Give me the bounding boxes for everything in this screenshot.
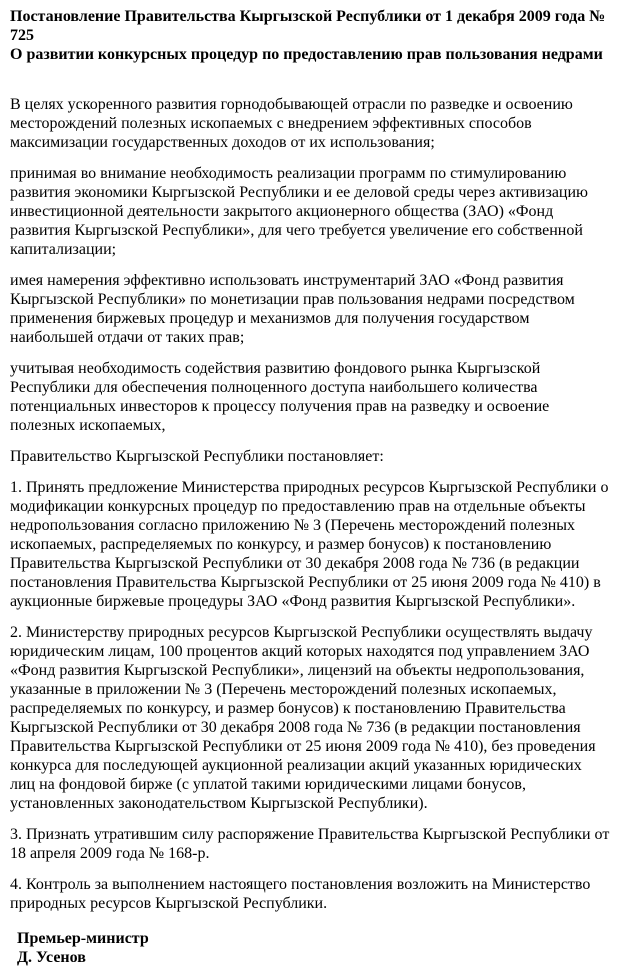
paragraph-preamble-4: учитывая необходимость содействия развитию фондового рынка Кыргызской Республики для обеспечения полноценного доступа наибольшего количества потенциальных инвесторов к процессу получения прав на разведку и освоение полезных ископаемых, (10, 360, 550, 434)
paragraph-preamble-3: имея намерения эффективно использовать инструментарий ЗАО «Фонд развития Кыргызской Республики» по монетизации прав пользования недрами посредством применения биржевых процедур и механизмов для получения государством наибольшей отдачи от таких прав; (10, 272, 575, 346)
document-title-line-2: О развитии конкурсных процедур по предоставлению прав пользования недрами (10, 46, 603, 63)
signature-name: Д. Усенов (17, 949, 86, 966)
paragraph-item-3: 3. Признать утратившим силу распоряжение Правительства Кыргызской Республики от 18 апреля 2009 года № 168-р. (10, 826, 610, 862)
paragraph-item-4: 4. Контроль за выполнением настоящего постановления возложить на Министерство природных ресурсов Кыргызской Республики. (10, 876, 591, 912)
paragraph-item-2: 2. Министерству природных ресурсов Кыргызской Республики осуществлять выдачу юридическим лицам, 100 процентов акций которых находятся под управлением ЗАО «Фонд развития Кыргызской Республики», лицензий на объекты недропользования, указанные в приложении № 3 (Перечень месторождений полезных ископаемых, распределяемых по конкурсу, и размер бонусов) к постановлению Правительства Кыргызской Республики от 30 декабря 2008 года № 736 (в редакции постановления Правительства Кыргызской Республики от 25 июня 2009 года № 410), без проведения конкурса для последующей аукционной реализации акций указанных юридических лиц на фондовой бирже (с уплатой такими юридическими лицами бонусов, установленных законодательством Кыргызской Республики). (10, 624, 596, 812)
paragraph-enacting-clause: Правительство Кыргызской Республики постановляет: (10, 448, 384, 465)
document-title-line-1: Постановление Правительства Кыргызской Республики от 1 декабря 2009 года № 725 (10, 8, 606, 44)
paragraph-item-1: 1. Принять предложение Министерства природных ресурсов Кыргызской Республики о модификации конкурсных процедур по предоставлению прав на отдельные объекты недропользования согласно приложению № 3 (Перечень месторождений полезных ископаемых, распределяемых по конкурсу, и размер бонусов) к постановлению Правительства Кыргызской Республики от 30 декабря 2008 года № 736 (в редакции постановления Правительства Кыргызской Республики от 25 июня 2009 года № 410) в аукционные биржевые процедуры ЗАО «Фонд развития Кыргызской Республики». (10, 479, 609, 610)
document-title (10, 7, 610, 64)
paragraph-preamble-2: принимая во внимание необходимость реализации программ по стимулированию развития экономики Кыргызской Республики и ее деловой среды через активизацию инвестиционной деятельности закрытого акционерного общества (ЗАО) «Фонд развития Кыргызской Республики», для чего требуется увеличение его собственной капитализации; (10, 165, 588, 258)
paragraph-preamble-1: В целях ускоренного развития горнодобывающей отрасли по разведке и освоению месторождений полезных ископаемых с внедрением эффективных способов максимизации государственных доходов от их использования; (10, 96, 573, 151)
signature-position: Премьер-министр (17, 930, 149, 947)
signature-block (10, 929, 610, 967)
